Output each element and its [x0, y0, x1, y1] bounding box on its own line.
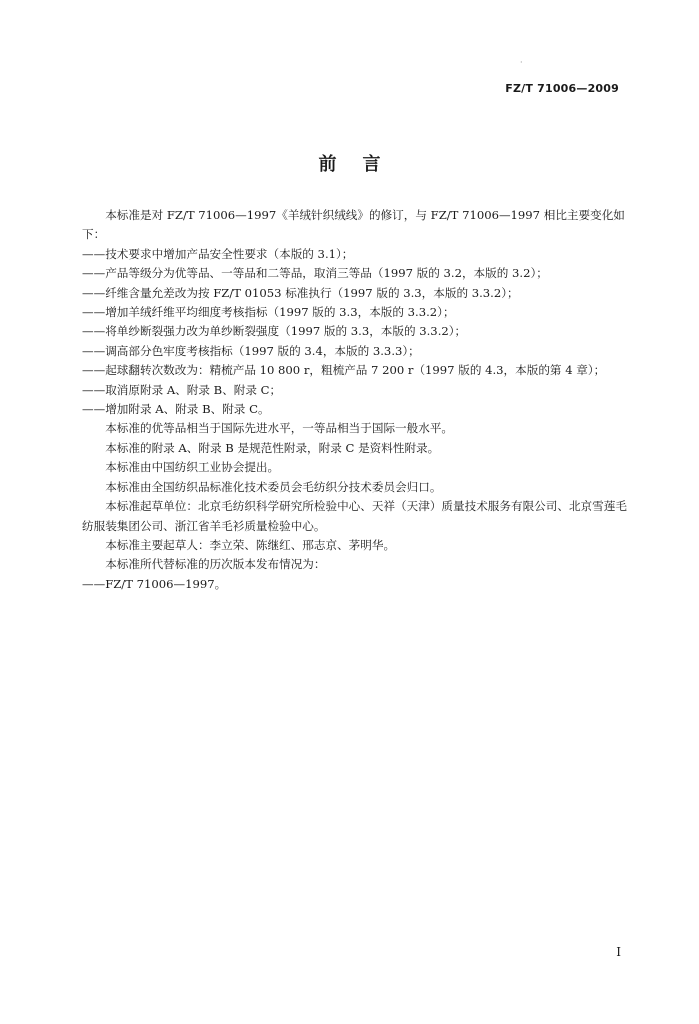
foreword-body	[82, 206, 627, 594]
scan-speck: ·	[520, 58, 523, 67]
body-paragraph: 本标准所代替标准的历次版本发布情况为：	[105, 557, 326, 572]
body-paragraph: 本标准的优等品相当于国际先进水平，一等品相当于国际一般水平。	[105, 421, 454, 436]
intro-paragraph: 本标准是对 FZ/T 71006—1997《羊绒针织绒线》的修订，与 FZ/T 71006—1997 相比主要变化如下：	[82, 208, 625, 242]
change-item: ——起球翻转次数改为：精梳产品 10 800 r，粗梳产品 7 200 r（1997 版的 4.3，本版的第 4 章）；	[82, 363, 606, 378]
body-paragraph: 本标准的附录 A、附录 B 是规范性附录，附录 C 是资料性附录。	[105, 440, 440, 455]
change-item: ——纤维含量允差改为按 FZ/T 01053 标准执行（1997 版的 3.3，本版的 3.3.2）；	[82, 285, 519, 300]
change-item: ——产品等级分为优等品、一等品和二等品，取消三等品（1997 版的 3.2，本版的 3.2）；	[82, 266, 548, 281]
change-item: ——将单纱断裂强力改为单纱断裂强度（1997 版的 3.3，本版的 3.3.2）；	[82, 324, 467, 339]
page-number: I	[616, 945, 621, 959]
standard-code: FZ/T 71006—2009	[505, 82, 619, 95]
change-item: ——技术要求中增加产品安全性要求（本版的 3.1）；	[82, 246, 354, 261]
change-item: ——调高部分色牢度考核指标（1997 版的 3.4，本版的 3.3.3）；	[82, 343, 420, 358]
change-item: ——增加附录 A、附录 B、附录 C。	[82, 402, 270, 417]
body-paragraph: 本标准由全国纺织品标准化技术委员会毛纺织分技术委员会归口。	[105, 479, 442, 494]
body-paragraph: 本标准主要起草人：李立荣、陈继红、邢志京、茅明华。	[105, 537, 396, 552]
change-item: ——增加羊绒纤维平均细度考核指标（1997 版的 3.3，本版的 3.3.2）；	[82, 305, 455, 320]
page-title: 前言	[318, 154, 407, 175]
body-paragraph: 本标准由中国纺织工业协会提出。	[105, 460, 280, 475]
change-item: ——取消原附录 A、附录 B、附录 C；	[82, 382, 282, 397]
history-item: ——FZ/T 71006—1997。	[82, 576, 227, 591]
body-paragraph: 本标准起草单位：北京毛纺织科学研究所检验中心、天祥（天津）质量技术服务有限公司、北京雪莲毛纺服装集团公司、浙江省羊毛衫质量检验中心。	[82, 499, 627, 533]
